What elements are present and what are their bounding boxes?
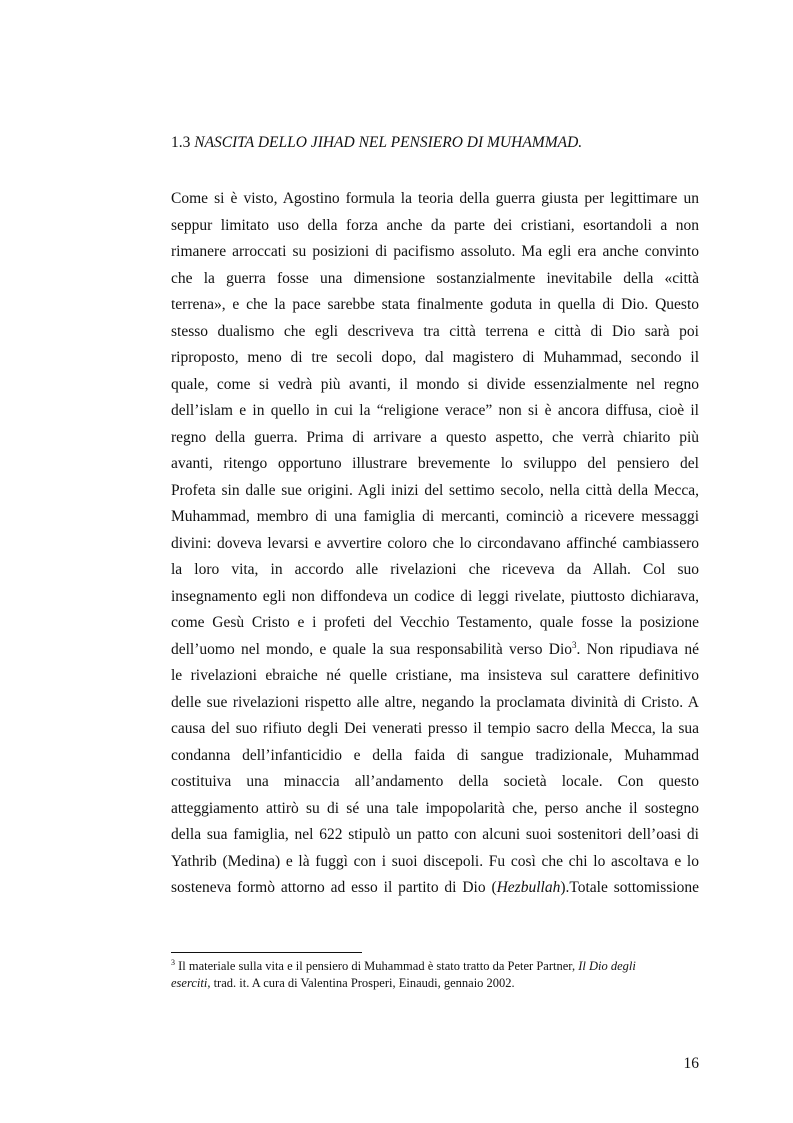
body-line: regno della guerra. Prima di arrivare a questo aspetto, che verrà chiarito più (171, 428, 699, 446)
body-line: le rivelazioni ebraiche né quelle cristiane, ma insisteva sul carattere definitivo (171, 667, 699, 684)
section-heading (171, 133, 711, 153)
body-line: che la guerra fosse una dimensione sostanzialmente inevitabile della «città (171, 269, 699, 287)
line-text-before: sosteneva formò attorno ad esso il partito di Dio ( (171, 879, 497, 896)
body-line: atteggiamento attirò su di sé una tale impopolarità che, perso anche il sostegno (171, 799, 699, 817)
body-line-last (171, 875, 699, 902)
footnote-number: 3 (171, 957, 175, 967)
body-line: stesso dualismo che egli descriveva tra città terrena e città di Dio sarà poi (171, 322, 699, 340)
footnote-text-cont: trad. it. A cura di Valentina Prosperi, Einaudi, gennaio 2002. (210, 976, 515, 990)
section-number: 1.3 (171, 134, 191, 151)
line-text-after: . Non ripudiava né (576, 640, 699, 658)
body-line: seppur limitato uso della forza anche da parte dei cristiani, esortandoli a non (171, 216, 699, 234)
footnote-book-title: Il Dio degli (578, 959, 636, 973)
line-text-after: ).Totale sottomissione (560, 879, 699, 896)
body-line: dell’islam e in quello in cui la “religione verace” non si è ancora diffusa, cioè il (171, 402, 699, 419)
italic-term: Hezbullah (496, 879, 561, 896)
body-line: la loro vita, in accordo alle rivelazioni che riceveva da Allah. Col suo (171, 561, 699, 578)
body-line: quale, come si vedrà più avanti, il mondo si divide essenzialmente nel regno (171, 375, 699, 393)
body-line: riproposto, meno di tre secoli dopo, dal magistero di Muhammad, secondo il (171, 349, 699, 366)
body-line: Muhammad, membro di una famiglia di mercanti, cominciò a ricevere messaggi (171, 508, 699, 525)
body-line: terrena», e che la pace sarebbe stata finalmente goduta in quella di Dio. Questo (171, 296, 699, 313)
footnote (171, 958, 699, 992)
page-number: 16 (683, 1055, 699, 1072)
footnote-text: Il materiale sulla vita e il pensiero di Muhammad è stato tratto da Peter Partner, (175, 959, 579, 973)
body-line: avanti, ritengo opportuno illustrare brevemente lo sviluppo del pensiero del (171, 455, 699, 472)
footnote-reference[interactable]: 3 (572, 639, 577, 650)
body-line-footnote-ref (171, 637, 699, 664)
body-line: Profeta sin dalle sue origini. Agli inizi del settimo secolo, nella città della Mecca, (171, 481, 699, 499)
section-title: NASCITA DELLO JIHAD NEL PENSIERO DI MUHAMMAD. (194, 134, 583, 151)
body-line: Come si è visto, Agostino formula la teoria della guerra giusta per legittimare un (171, 190, 699, 207)
body-line: rimanere arroccati su posizioni di pacifismo assoluto. Ma egli era anche convinto (171, 243, 699, 260)
body-line: causa del suo rifiuto degli Dei venerati presso il tempio sacro della Mecca, la sua (171, 720, 699, 737)
footnote-line (171, 958, 699, 975)
footnote-separator (171, 952, 362, 953)
body-line: insegnamento egli non diffondeva un codice di leggi rivelate, piuttosto dichiarava, (171, 587, 699, 605)
body-line: come Gesù Cristo e i profeti del Vecchio Testamento, quale fosse la posizione (171, 614, 699, 631)
footnote-line (171, 975, 699, 992)
body-line: delle sue rivelazioni rispetto alle altre, negando la proclamata divinità di Cristo. A (171, 693, 699, 711)
footnote-book-title-cont: eserciti, (171, 976, 211, 990)
body-paragraph (171, 186, 699, 902)
line-text-before: dell’uomo nel mondo, e quale la sua responsabilità verso Dio (171, 640, 573, 658)
body-line: della sua famiglia, nel 622 stipulò un patto con alcuni suoi sostenitori dell’oasi di (171, 826, 699, 843)
body-line: Yathrib (Medina) e là fuggì con i suoi discepoli. Fu così che chi lo ascoltava e lo (171, 852, 699, 870)
body-line: costituiva una minaccia all’andamento della società locale. Con questo (171, 773, 699, 790)
body-line: divini: doveva levarsi e avvertire coloro che lo circondavano affinché cambiassero (171, 534, 699, 552)
body-line: condanna dell’infanticidio e della faida di sangue tradizionale, Muhammad (171, 746, 699, 764)
